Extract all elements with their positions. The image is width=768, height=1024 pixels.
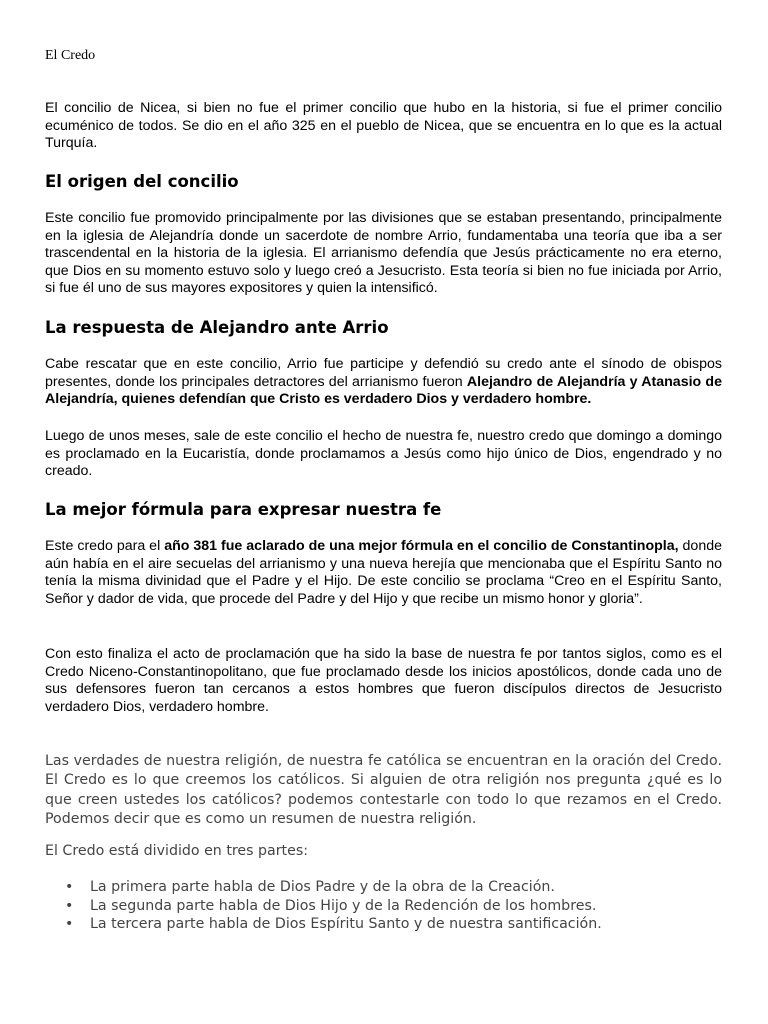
bullet-icon: • [65, 897, 74, 914]
response-paragraph-1 [45, 356, 722, 409]
origin-paragraph: Este concilio fue promovido principalmente por las divisiones que se estaban presentando, principalmente en la iglesia de Alejandría donde un sacerdote de nombre Arrio, fundamentaba una teoría que iba a ser trascendental en la historia de la iglesia. El arrianismo defendía que Jesús prácticamente no era eterno, que Dios en su momento estuvo solo y luego creó a Jesucristo. Esta teoría si bien no fue iniciada por Arrio, si fue él uno de sus mayores expositores y quien la intensificó. [45, 210, 722, 297]
formula-paragraph-1 [45, 538, 722, 608]
bullet-icon: • [65, 916, 74, 932]
formula-paragraph-2: Con esto finaliza el acto de proclamación que ha sido la base de nuestra fe por tantos siglos, como es el Credo Niceno-Constantinopolitano, que fue proclamado desde los inicios apostólicos, donde cada uno de sus defensores fueron tan cercanos a estos hombres que fueron discípulos directos de Jesucristo verdadero Dios, verdadero hombre. [45, 646, 722, 715]
bullet-icon: • [65, 879, 74, 895]
document-title: El Credo [45, 48, 96, 63]
section-heading-formula: La mejor fórmula para expresar nuestra fe [45, 500, 442, 519]
section-heading-response: La respuesta de Alejandro ante Arrio [45, 318, 389, 337]
closing-paragraph: Las verdades de nuestra religión, de nuestra fe católica se encuentran en la oración del Credo. El Credo es lo que creemos los católicos. Si alguien de otra religión nos pregunta ¿qué es lo que creen ustedes los católicos? podemos contestarle con todo lo que rezamos en el Credo. Podemos decir que es como un resumen de nuestra religión. [45, 753, 722, 828]
list-item-text: La segunda parte habla de Dios Hijo y de la Redención de los hombres. [90, 897, 597, 914]
list-item-text: La tercera parte habla de Dios Espíritu Santo y de nuestra santificación. [90, 916, 602, 932]
response-bold-text: Alejandro de Alejandría y Atanasio de Alejandría, quienes defendían que Cristo es verdadero Dios y verdadero hombre. [45, 373, 722, 408]
list-intro: El Credo está dividido en tres partes: [45, 843, 309, 859]
intro-paragraph: El concilio de Nicea, si bien no fue el primer concilio que hubo en la historia, si fue el primer concilio ecuménico de todos. Se dio en el año 325 en el pueblo de Nicea, que se encuentra en lo que es la actual Turquía. [45, 100, 722, 152]
list-item [45, 878, 602, 897]
formula-text-end: donde aún había en el aire secuelas del arrianismo y una nueva herejía que mencionaba que el Espíritu Santo no tenía la misma divinidad que el Padre y el Hijo. De este concilio se proclama “Creo en el Espíritu Santo, Señor y dador de vida, que procede del Padre y del Hijo y que recibe un mismo honor y gloria”. [45, 538, 722, 607]
response-paragraph-2: Luego de unos meses, sale de este concilio el hecho de nuestra fe, nuestro credo que domingo a domingo es proclamado en la Eucaristía, donde proclamamos a Jesús como hijo único de Dios, engendrado y no creado. [45, 428, 722, 480]
credo-parts-list [45, 878, 602, 934]
formula-text-start: Este credo para el [45, 538, 165, 554]
section-heading-origin: El origen del concilio [45, 172, 239, 191]
formula-bold-text: año 381 fue aclarado de una mejor fórmula en el concilio de Constantinopla, [164, 538, 679, 554]
list-item-text: La primera parte habla de Dios Padre y de la obra de la Creación. [90, 879, 555, 895]
response-text: Cabe rescatar que en este concilio, Arrio fue participe y defendió su credo ante el sínodo de obispos presentes, donde los principales detractores del arrianismo fueron [45, 356, 722, 390]
list-item [45, 915, 602, 934]
list-item [45, 897, 602, 916]
